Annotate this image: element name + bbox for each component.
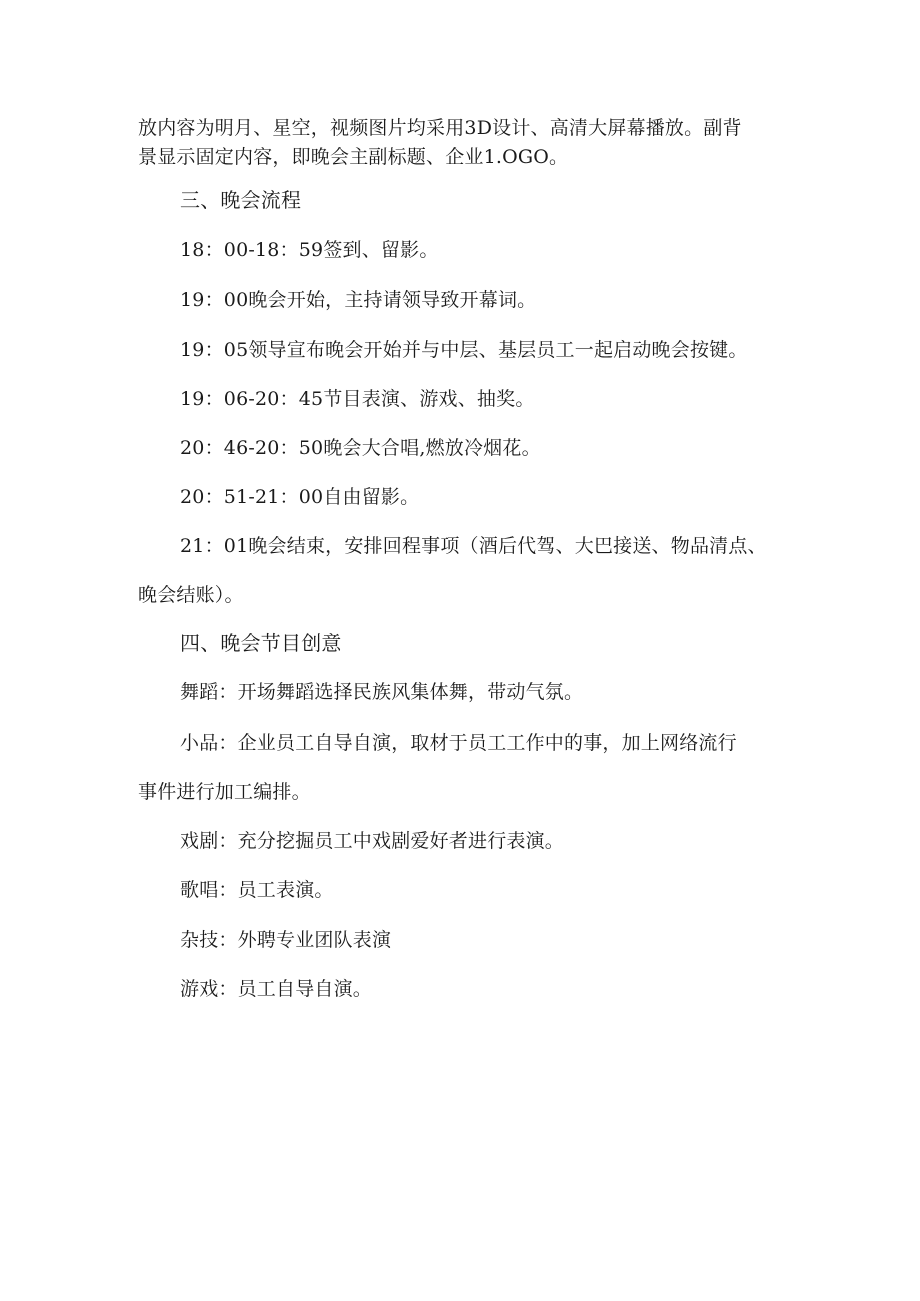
program-games: 游戏：员工自导自演。 xyxy=(180,978,373,1000)
section-heading-program-ideas: 四、晚会节目创意 xyxy=(180,631,342,655)
schedule-item: 19：00晚会开始，主持请领导致开幕词。 xyxy=(180,289,537,311)
intro-line-2: 景显示固定内容，即晚会主副标题、企业1.OGO。 xyxy=(138,146,569,168)
schedule-item: 20：51-21：00自由留影。 xyxy=(180,486,420,508)
program-dance: 舞蹈：开场舞蹈选择民族风集体舞，带动气氛。 xyxy=(180,681,584,703)
program-acrobatics: 杂技：外聘专业团队表演 xyxy=(180,929,392,951)
intro-line-1: 放内容为明月、星空，视频图片均采用3D设计、高清大屏幕播放。副背 xyxy=(138,117,742,139)
program-skit-line-2: 事件进行加工编排。 xyxy=(138,781,311,803)
program-drama: 戏剧：充分挖掘员工中戏剧爱好者进行表演。 xyxy=(180,830,565,852)
schedule-item-last-line-1: 21：01晚会结束，安排回程事项（酒后代驾、大巴接送、物品清点、 xyxy=(180,535,767,557)
program-singing: 歌唱：员工表演。 xyxy=(180,879,334,901)
schedule-item: 19：05领导宣布晚会开始并与中层、基层员工一起启动晚会按键。 xyxy=(180,339,748,361)
schedule-item-last-line-2: 晚会结账）。 xyxy=(138,584,244,606)
schedule-item: 18：00-18：59签到、留影。 xyxy=(180,239,439,261)
schedule-item: 20：46-20：50晚会大合唱,燃放冷烟花。 xyxy=(180,437,541,459)
schedule-item: 19：06-20：45节目表演、游戏、抽奖。 xyxy=(180,388,535,410)
section-heading-schedule: 三、晚会流程 xyxy=(180,188,302,212)
program-skit-line-1: 小品：企业员工自导自演，取材于员工工作中的事，加上网络流行 xyxy=(180,732,737,754)
